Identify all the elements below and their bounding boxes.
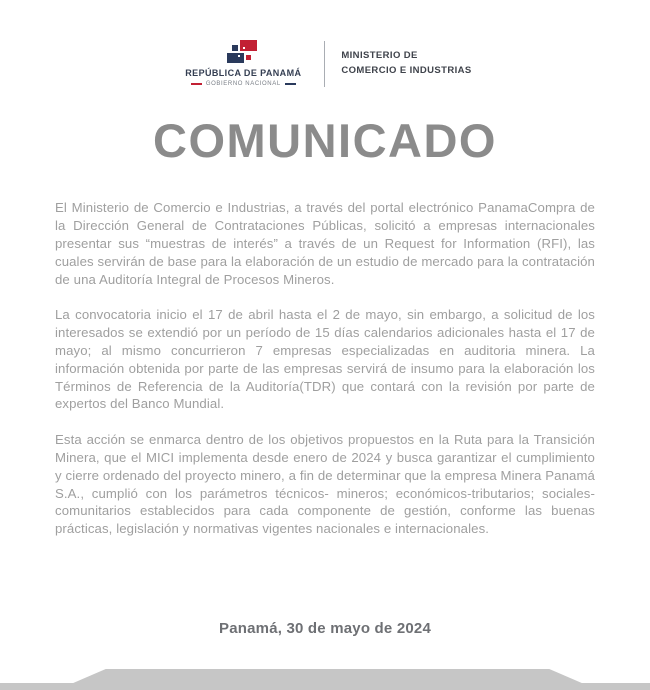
- red-dash-icon: [191, 83, 202, 85]
- paragraph-ruta-minera: Esta acción se enmarca dentro de los objetivos propuestos en la Ruta para la Transición Minera, que el MICI implementa desde enero de 2024 y busca garantizar el cumplimiento y cierre ordenado del proyecto minero, a fin de determinar que la empresa Minera Panamá S.A., cumplió con los parámetros técnicos- mineros; económicos-tributarios; sociales-comunitarios establecidos para cada componente de gestión, conforme las buenas prácticas, legislación y normativas vigentes nacionales e internacionales.: [55, 432, 595, 537]
- paragraph-rfi: El Ministerio de Comercio e Industrias, a través del portal electrónico PanamaCompra de la Dirección General de Contrataciones Públicas, solicitó a empresas internacionales presentar sus “muestras de interés” a través de un Request for Information (RFI), las cuales servirán de base para la elaboración de un estudio de mercado para la contratación de una Auditoría Integral de Procesos Mineros.: [55, 200, 595, 287]
- page-title: COMUNICADO: [153, 114, 497, 167]
- bottom-bar: [0, 683, 650, 690]
- panama-flag-logo-icon: [227, 40, 259, 64]
- flag-small-red-square: [246, 55, 251, 60]
- header-divider: [324, 41, 325, 87]
- communique-body: [55, 199, 595, 538]
- flag-small-blue-square: [232, 45, 238, 51]
- government-label: GOBIERNO NACIONAL: [205, 81, 281, 87]
- blue-dash-icon: [285, 83, 296, 85]
- paragraph-convocatoria: La convocatoria inicio el 17 de abril hasta el 2 de mayo, sin embargo, a solicitud de los interesados se extendió por un período de 15 días calendarios adicionales hasta el 17 de mayo; al mismo concurrieron 7 empresas especializadas en auditoria minera. La información obtenida por parte de las empresas servirá de insumo para la elaboración los Términos de Referencia de la Auditoría(TDR) que contará con la revisión por parte de expertos del Banco Mundial.: [55, 307, 595, 412]
- ministry-line1: MINISTERIO DE: [341, 50, 418, 62]
- republic-label: REPÚBLICA DE PANAMÁ: [185, 68, 302, 78]
- government-row: [191, 81, 296, 87]
- communique-header: [0, 40, 650, 87]
- dateline: Panamá, 30 de mayo de 2024: [219, 620, 431, 637]
- ministry-line2: COMERCIO E INDUSTRIAS: [341, 64, 472, 76]
- flag-large-red-rect: [240, 40, 257, 51]
- national-government-brand: [178, 40, 308, 87]
- ministry-name: [341, 49, 471, 78]
- flag-large-blue-rect: [227, 53, 244, 63]
